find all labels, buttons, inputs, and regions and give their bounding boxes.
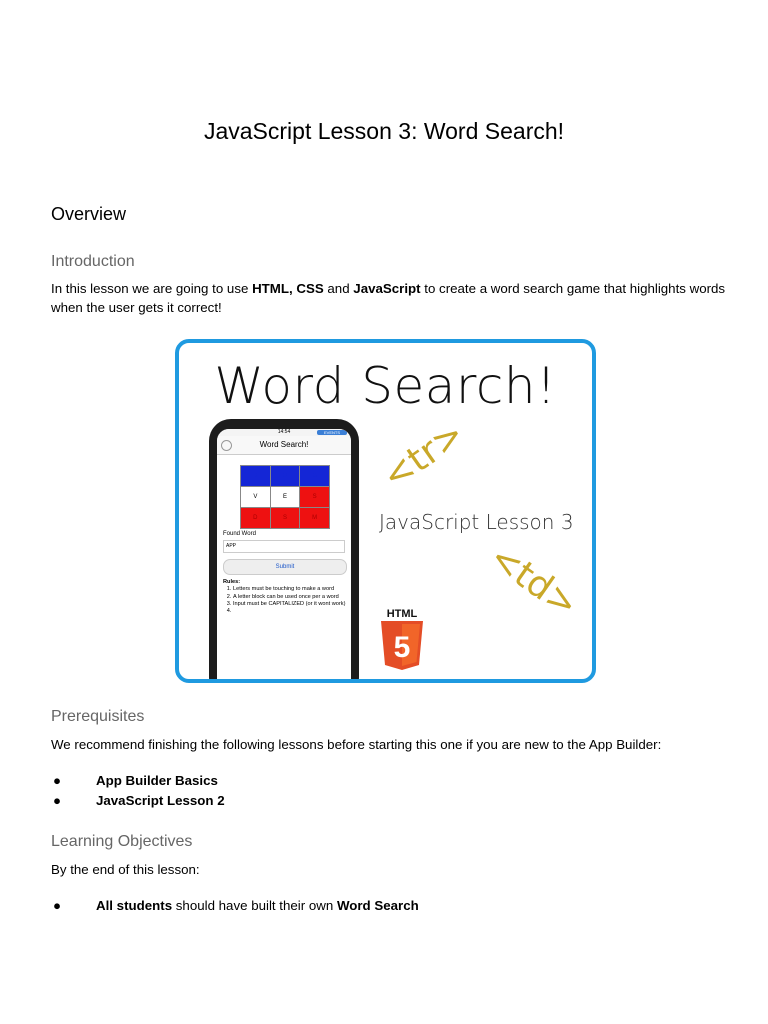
rule-item: 2. A letter block can be used once per a word bbox=[233, 594, 347, 601]
learning-objectives-paragraph: By the end of this lesson: bbox=[51, 862, 200, 877]
grid-cell: O bbox=[270, 466, 300, 487]
bullet-icon: ● bbox=[53, 898, 62, 913]
rule-item: 3. Input must be CAPITALIZED (or it wont work) bbox=[233, 601, 347, 608]
rules-heading: Rules: bbox=[223, 579, 241, 585]
objective-bold-all-students: All students bbox=[96, 898, 173, 913]
phone-time: 14:54 bbox=[277, 429, 291, 435]
phone-screen bbox=[217, 429, 351, 683]
rules-list bbox=[223, 579, 347, 615]
events-badge: EVENTS bbox=[317, 430, 347, 435]
intro-text-3: to create a word search game that highlights words when the user gets it correct! bbox=[51, 281, 726, 315]
grid-cell: V bbox=[241, 487, 271, 508]
grid-cell: S bbox=[270, 508, 300, 529]
html5-label: HTML bbox=[386, 608, 418, 620]
grid-cell: E bbox=[270, 487, 300, 508]
overview-heading: Overview bbox=[51, 204, 127, 224]
bullet-icon: ● bbox=[53, 773, 62, 788]
introduction-heading: Introduction bbox=[51, 253, 135, 270]
grid-cell: D bbox=[241, 508, 271, 529]
banner-subtitle: JavaScript Lesson 3 bbox=[379, 510, 574, 534]
intro-text-1: In this lesson we are going to use bbox=[51, 281, 253, 296]
intro-bold-html-css: HTML, CSS bbox=[252, 281, 324, 296]
intro-text-2: and bbox=[323, 281, 354, 296]
td-tag-graphic: <td> bbox=[482, 536, 586, 627]
submit-button: Submit bbox=[223, 559, 347, 575]
grid-cell: S bbox=[300, 487, 330, 508]
prereq-item-app-builder-basics: App Builder Basics bbox=[96, 773, 218, 788]
objective-text: should have built their own bbox=[172, 898, 337, 913]
html5-logo-icon bbox=[379, 607, 425, 671]
learning-objectives-heading: Learning Objectives bbox=[51, 833, 193, 850]
bullet-icon: ● bbox=[53, 793, 62, 808]
menu-dot-icon bbox=[221, 440, 232, 451]
rule-item bbox=[233, 608, 347, 615]
introduction-paragraph bbox=[51, 279, 731, 317]
found-word-label: Found Word bbox=[223, 531, 256, 537]
letter-grid bbox=[240, 465, 330, 529]
phone-nav-title: Word Search! bbox=[259, 440, 309, 449]
objective-bold-word-search: Word Search bbox=[336, 898, 419, 913]
grid-cell: D bbox=[241, 466, 271, 487]
banner-title: Word Search! bbox=[214, 357, 557, 415]
grid-cell: G bbox=[300, 466, 330, 487]
rule-item: 1. Letters must be touching to make a word bbox=[233, 586, 347, 593]
prereq-item-javascript-lesson-2: JavaScript Lesson 2 bbox=[96, 793, 225, 808]
phone-mockup bbox=[209, 419, 359, 683]
intro-bold-javascript: JavaScript bbox=[353, 281, 421, 296]
grid-cell: M bbox=[300, 508, 330, 529]
found-word-input: APP bbox=[223, 540, 345, 553]
phone-status-bar bbox=[217, 429, 351, 436]
phone-nav-bar bbox=[217, 436, 351, 455]
tr-tag-graphic: <tr> bbox=[375, 413, 472, 498]
lesson-banner-image bbox=[175, 339, 596, 683]
html5-number: 5 bbox=[393, 631, 411, 664]
prerequisites-heading: Prerequisites bbox=[51, 708, 145, 725]
prerequisites-paragraph: We recommend finishing the following lessons before starting this one if you are new to the App Builder: bbox=[51, 737, 662, 752]
document-title: JavaScript Lesson 3: Word Search! bbox=[203, 118, 565, 144]
